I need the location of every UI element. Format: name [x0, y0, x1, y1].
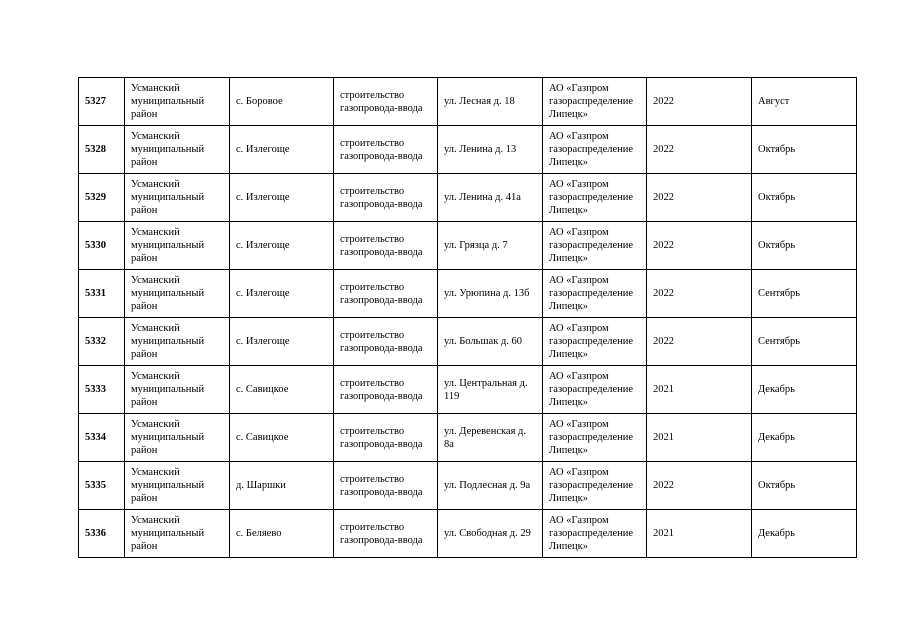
cell-number: 5327 — [79, 78, 125, 126]
cell-district: Усманский муниципальный район — [125, 462, 230, 510]
table-row — [79, 462, 857, 510]
cell-organization: АО «Газпром газораспределение Липецк» — [543, 510, 647, 558]
cell-village: с. Савицкое — [230, 414, 334, 462]
cell-organization: АО «Газпром газораспределение Липецк» — [543, 318, 647, 366]
cell-village: с. Боровое — [230, 78, 334, 126]
cell-address: ул. Свободная д. 29 — [438, 510, 543, 558]
cell-month: Декабрь — [752, 414, 857, 462]
cell-address: ул. Подлесная д. 9а — [438, 462, 543, 510]
cell-address: ул. Грязца д. 7 — [438, 222, 543, 270]
table-row — [79, 318, 857, 366]
table-row — [79, 126, 857, 174]
table-row — [79, 366, 857, 414]
cell-address: ул. Урюпина д. 13б — [438, 270, 543, 318]
cell-organization: АО «Газпром газораспределение Липецк» — [543, 270, 647, 318]
cell-village: с. Беляево — [230, 510, 334, 558]
cell-number: 5333 — [79, 366, 125, 414]
cell-work-type: строительство газопровода-ввода — [334, 126, 438, 174]
cell-address: ул. Ленина д. 41а — [438, 174, 543, 222]
cell-month: Октябрь — [752, 174, 857, 222]
cell-organization: АО «Газпром газораспределение Липецк» — [543, 174, 647, 222]
cell-month: Декабрь — [752, 510, 857, 558]
cell-work-type: строительство газопровода-ввода — [334, 78, 438, 126]
cell-village: с. Излегоще — [230, 126, 334, 174]
cell-number: 5328 — [79, 126, 125, 174]
cell-address: ул. Большак д. 60 — [438, 318, 543, 366]
cell-organization: АО «Газпром газораспределение Липецк» — [543, 78, 647, 126]
table-row — [79, 510, 857, 558]
cell-month: Октябрь — [752, 126, 857, 174]
cell-district: Усманский муниципальный район — [125, 126, 230, 174]
cell-month: Сентябрь — [752, 318, 857, 366]
cell-organization: АО «Газпром газораспределение Липецк» — [543, 366, 647, 414]
cell-year: 2022 — [647, 174, 752, 222]
cell-village: с. Излегоще — [230, 222, 334, 270]
cell-organization: АО «Газпром газораспределение Липецк» — [543, 126, 647, 174]
table-row — [79, 78, 857, 126]
cell-month: Октябрь — [752, 462, 857, 510]
cell-district: Усманский муниципальный район — [125, 270, 230, 318]
cell-village: с. Савицкое — [230, 366, 334, 414]
cell-village: с. Излегоще — [230, 174, 334, 222]
cell-year: 2021 — [647, 510, 752, 558]
cell-year: 2022 — [647, 126, 752, 174]
cell-organization: АО «Газпром газораспределение Липецк» — [543, 222, 647, 270]
cell-work-type: строительство газопровода-ввода — [334, 222, 438, 270]
cell-district: Усманский муниципальный район — [125, 222, 230, 270]
table-row — [79, 174, 857, 222]
cell-number: 5330 — [79, 222, 125, 270]
cell-address: ул. Лесная д. 18 — [438, 78, 543, 126]
cell-address: ул. Деревенская д. 8а — [438, 414, 543, 462]
cell-year: 2022 — [647, 318, 752, 366]
cell-village: д. Шаршки — [230, 462, 334, 510]
cell-work-type: строительство газопровода-ввода — [334, 414, 438, 462]
cell-month: Октябрь — [752, 222, 857, 270]
cell-year: 2021 — [647, 366, 752, 414]
cell-organization: АО «Газпром газораспределение Липецк» — [543, 462, 647, 510]
cell-month: Декабрь — [752, 366, 857, 414]
cell-district: Усманский муниципальный район — [125, 510, 230, 558]
cell-work-type: строительство газопровода-ввода — [334, 462, 438, 510]
cell-district: Усманский муниципальный район — [125, 318, 230, 366]
cell-month: Август — [752, 78, 857, 126]
cell-address: ул. Ленина д. 13 — [438, 126, 543, 174]
cell-district: Усманский муниципальный район — [125, 414, 230, 462]
cell-work-type: строительство газопровода-ввода — [334, 318, 438, 366]
cell-work-type: строительство газопровода-ввода — [334, 366, 438, 414]
cell-village: с. Излегоще — [230, 318, 334, 366]
table-row — [79, 270, 857, 318]
cell-work-type: строительство газопровода-ввода — [334, 510, 438, 558]
cell-year: 2021 — [647, 414, 752, 462]
cell-month: Сентябрь — [752, 270, 857, 318]
cell-year: 2022 — [647, 222, 752, 270]
cell-number: 5335 — [79, 462, 125, 510]
table-row — [79, 414, 857, 462]
cell-number: 5336 — [79, 510, 125, 558]
cell-year: 2022 — [647, 462, 752, 510]
cell-number: 5332 — [79, 318, 125, 366]
cell-village: с. Излегоще — [230, 270, 334, 318]
cell-address: ул. Центральная д. 119 — [438, 366, 543, 414]
cell-year: 2022 — [647, 78, 752, 126]
table-body — [79, 78, 857, 558]
cell-work-type: строительство газопровода-ввода — [334, 174, 438, 222]
cell-organization: АО «Газпром газораспределение Липецк» — [543, 414, 647, 462]
table-row — [79, 222, 857, 270]
gas-pipeline-table — [78, 77, 857, 558]
cell-number: 5334 — [79, 414, 125, 462]
cell-work-type: строительство газопровода-ввода — [334, 270, 438, 318]
cell-district: Усманский муниципальный район — [125, 174, 230, 222]
cell-district: Усманский муниципальный район — [125, 78, 230, 126]
cell-year: 2022 — [647, 270, 752, 318]
cell-district: Усманский муниципальный район — [125, 366, 230, 414]
cell-number: 5331 — [79, 270, 125, 318]
cell-number: 5329 — [79, 174, 125, 222]
